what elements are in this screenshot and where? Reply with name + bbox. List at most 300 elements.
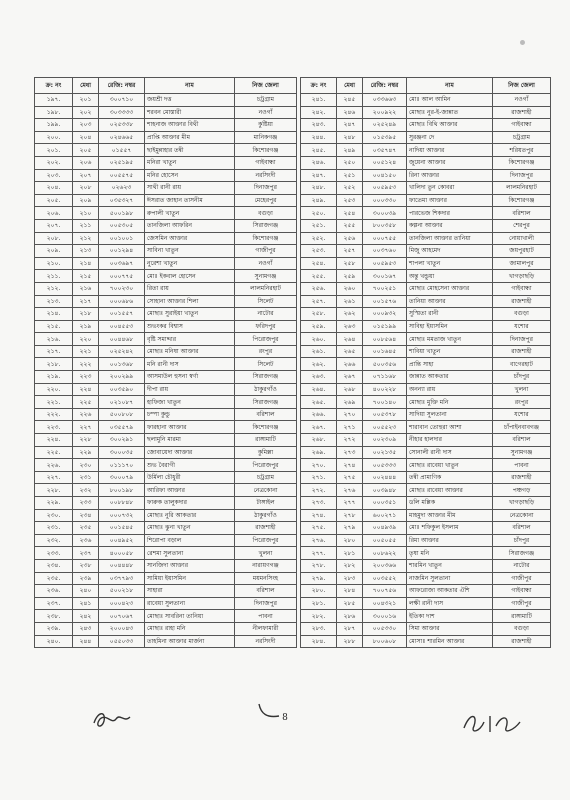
- cell-name: মোছাঃ নুরি আকতার: [145, 509, 235, 522]
- cell-district: চাঁপাইনবাবগঞ্জ: [493, 421, 551, 434]
- cell-reg-number: ০০৪৯৩৯: [363, 522, 407, 535]
- cell-name: দীপা রায়: [145, 383, 235, 396]
- cell-district: নরসিংদী: [235, 169, 297, 182]
- cell-serial: ২২৫.: [35, 446, 73, 459]
- cell-serial: ২৬৬.: [301, 408, 337, 421]
- cell-district: রাজশাহী: [493, 635, 551, 648]
- cell-district: রাজশাহী: [493, 345, 551, 358]
- cell-district: চাঁদপুর: [493, 534, 551, 547]
- cell-serial: ২৩২.: [35, 534, 73, 547]
- cell-merit: ২৮৩: [337, 572, 363, 585]
- cell-district: শেরপুর: [493, 219, 551, 232]
- cell-serial: ২০০.: [35, 131, 73, 144]
- cell-merit: ২৫৫: [337, 219, 363, 232]
- table-row: [35, 245, 297, 258]
- table-row: [301, 232, 551, 245]
- cell-name: মোছাঃ নুর-ই-জান্নাত: [407, 106, 493, 119]
- cell-merit: ২০১: [73, 94, 99, 107]
- cell-name: মিজু আহমেদ: [407, 245, 493, 258]
- cell-reg-number: ২০০৩৬৬: [363, 559, 407, 572]
- cell-name: আফরোজা আকতার ঐশি: [407, 585, 493, 598]
- table-row: [301, 219, 551, 232]
- cell-district: ঠাকুরগাঁও: [235, 383, 297, 396]
- cell-merit: ২৮১: [337, 547, 363, 560]
- cell-reg-number: ০১৫১৯৯: [363, 320, 407, 333]
- cell-reg-number: ০০৪৫৫৩: [99, 320, 145, 333]
- cell-name: রেশমা সুলতানা: [145, 547, 235, 560]
- col-name: নাম: [407, 78, 493, 94]
- cell-merit: ২০৯: [73, 194, 99, 207]
- cell-name: জুয়েনা আক্তার: [407, 156, 493, 169]
- cell-name: মোছাঃ সুরাইয়া খাতুন: [145, 308, 235, 321]
- cell-merit: ২৬২: [337, 308, 363, 321]
- cell-reg-number: ০০৩৫৫২: [363, 572, 407, 585]
- cell-merit: ২৬৪: [337, 333, 363, 346]
- cell-serial: ২২৬.: [35, 459, 73, 472]
- cell-name: শাপলা খাতুন: [407, 257, 493, 270]
- cell-reg-number: ০০০৭৭৫: [99, 270, 145, 283]
- table-row: [301, 207, 551, 220]
- cell-district: নওগাঁ: [235, 257, 297, 270]
- cell-merit: ২৭৩: [337, 446, 363, 459]
- cell-name: রিমা আক্তার: [407, 534, 493, 547]
- cell-serial: ২৪৫.: [301, 144, 337, 157]
- table-row: [301, 333, 551, 346]
- cell-name: তৃষা মনি: [407, 547, 493, 560]
- cell-reg-number: ৫০০২১৮: [99, 585, 145, 598]
- cell-merit: ২৩৩: [73, 497, 99, 510]
- cell-serial: ২৫১.: [301, 219, 337, 232]
- cell-district: নারায়ণগঞ্জ: [235, 559, 297, 572]
- table-row: [35, 534, 297, 547]
- cell-reg-number: ০০০৩৫১: [363, 497, 407, 510]
- table-row: [35, 207, 297, 220]
- cell-reg-number: ০০২৪৪৪: [363, 471, 407, 484]
- table-row: [35, 522, 297, 535]
- cell-merit: ২১৭: [73, 295, 99, 308]
- cell-merit: ২৬৫: [337, 345, 363, 358]
- cell-serial: ২৬৪.: [301, 383, 337, 396]
- table-row: [301, 169, 551, 182]
- cell-serial: ২৩০.: [35, 509, 73, 522]
- cell-merit: ২৭৫: [337, 471, 363, 484]
- cell-reg-number: ০০৪৩২১: [363, 597, 407, 610]
- cell-serial: ২৫৮.: [301, 308, 337, 321]
- table-row: [35, 182, 297, 195]
- cell-merit: ২৪৫: [337, 94, 363, 107]
- table-row: [35, 358, 297, 371]
- cell-name: মোঃ শফিকুল ইসলাম: [407, 522, 493, 535]
- signature-middle: [255, 700, 285, 722]
- cell-district: লালমনিরহাট: [235, 282, 297, 295]
- cell-merit: ২০২: [73, 106, 99, 119]
- table-row: [35, 219, 297, 232]
- cell-name: নুরেশা খাতুন: [145, 257, 235, 270]
- cell-serial: ২১৬.: [35, 333, 73, 346]
- cell-serial: ২৭৯.: [301, 572, 337, 585]
- cell-reg-number: ০৩৭৭৯৩: [99, 572, 145, 585]
- cell-merit: ২২৯: [73, 446, 99, 459]
- cell-merit: ২৫৮: [337, 257, 363, 270]
- table-row: [35, 308, 297, 321]
- cell-district: রংপুর: [493, 396, 551, 409]
- cell-district: কিশোরগঞ্জ: [235, 144, 297, 157]
- cell-reg-number: ০৩৫৭৪৭: [363, 144, 407, 157]
- cell-name: বৃষ্টি সমাদ্দার: [145, 333, 235, 346]
- cell-merit: ২০৭: [73, 169, 99, 182]
- cell-merit: ২০৫: [73, 144, 99, 157]
- cell-reg-number: ২০০২৯৯: [99, 371, 145, 384]
- table-row: [35, 106, 297, 119]
- cell-name: মোছাঃ মোহসেনা আক্তার: [407, 282, 493, 295]
- cell-serial: ২৬২.: [301, 358, 337, 371]
- table-row: [35, 446, 297, 459]
- cell-district: দিনাজপুর: [493, 169, 551, 182]
- cell-merit: ২৭৮: [337, 509, 363, 522]
- cell-district: মেহেরপুর: [235, 194, 297, 207]
- merit-table-left: [34, 77, 297, 648]
- cell-district: দিনাজপুর: [235, 182, 297, 195]
- cell-reg-number: ০০০৪২৩: [99, 597, 145, 610]
- cell-serial: ২৪৬.: [301, 156, 337, 169]
- cell-district: কিশোরগঞ্জ: [235, 421, 297, 434]
- cell-merit: ২০৩: [73, 119, 99, 132]
- cell-name: নীহার হালদার: [407, 434, 493, 447]
- table-row: [35, 559, 297, 572]
- cell-district: সিরাজগঞ্জ: [235, 219, 297, 232]
- cell-reg-number: ০০১৬৪৫: [363, 345, 407, 358]
- cell-merit: ২১৫: [73, 270, 99, 283]
- cell-name: ছলামুনি মারমা: [145, 434, 235, 447]
- cell-merit: ২৫১: [337, 169, 363, 182]
- cell-reg-number: ৭০০৭৫৬: [363, 585, 407, 598]
- cell-merit: ২৪১: [73, 597, 99, 610]
- cell-reg-number: ০২৫২৪২: [99, 345, 145, 358]
- cell-district: গাইবান্ধা: [493, 585, 551, 598]
- cell-district: সিরাজগঞ্জ: [235, 371, 297, 384]
- cell-serial: ২৮১.: [301, 597, 337, 610]
- cell-serial: ২৩৬.: [35, 585, 73, 598]
- table-row: [301, 522, 551, 535]
- cell-serial: ২১৪.: [35, 308, 73, 321]
- cell-merit: ২৫৪: [337, 207, 363, 220]
- cell-serial: ২০৮.: [35, 232, 73, 245]
- cell-serial: ২০১.: [35, 144, 73, 157]
- cell-name: জান্নাত আকতার: [407, 371, 493, 384]
- table-row: [301, 371, 551, 384]
- table-row: [35, 396, 297, 409]
- cell-reg-number: ০০৪৪৬৮: [99, 333, 145, 346]
- table-row: [301, 119, 551, 132]
- table-row: [301, 383, 551, 396]
- cell-serial: ২৩৫.: [35, 572, 73, 585]
- table-row: [301, 257, 551, 270]
- cell-merit: ২২৫: [73, 396, 99, 409]
- cell-name: শরবন মোস্তারী: [145, 106, 235, 119]
- cell-serial: ২৪৪.: [301, 131, 337, 144]
- cell-reg-number: ০০১৫৪৫: [99, 522, 145, 535]
- cell-serial: ২৪৮.: [301, 182, 337, 195]
- cell-merit: ২৮৬: [337, 610, 363, 623]
- cell-merit: ২৭১: [337, 421, 363, 434]
- table-row: [301, 156, 551, 169]
- cell-name: তানজিলা আক্তার তানিয়া: [407, 232, 493, 245]
- cell-name: ফারুক তালুকদার: [145, 497, 235, 510]
- cell-district: সুনামগঞ্জ: [493, 446, 551, 459]
- cell-reg-number: ০২৪৬৬৫: [99, 131, 145, 144]
- cell-name: সাদিয়া সুলতানা: [407, 408, 493, 421]
- table-row: [35, 282, 297, 295]
- cell-serial: ২০৪.: [35, 182, 73, 195]
- cell-name: ছাইমুন্নাহার তন্বী: [145, 144, 235, 157]
- cell-name: নাজমিন সুলতানা: [407, 572, 493, 585]
- cell-merit: ২১৮: [73, 308, 99, 321]
- cell-merit: ২৩১: [73, 471, 99, 484]
- cell-merit: ২৪৩: [73, 622, 99, 635]
- cell-district: পিরোজপুর: [235, 459, 297, 472]
- cell-reg-number: ৪০০২২৮: [363, 383, 407, 396]
- table-row: [301, 459, 551, 472]
- cell-merit: ২৬৬: [337, 358, 363, 371]
- cell-merit: ২৭৬: [337, 484, 363, 497]
- cell-reg-number: ২০০০৪৩: [99, 622, 145, 635]
- cell-serial: ২২৮.: [35, 484, 73, 497]
- cell-serial: ২৬৫.: [301, 396, 337, 409]
- cell-district: পাবনা: [493, 459, 551, 472]
- cell-serial: ২৪২.: [301, 106, 337, 119]
- cell-district: বরিশাল: [493, 434, 551, 447]
- cell-name: পারভেজ শিকদার: [407, 207, 493, 220]
- cell-district: ফরিদপুর: [235, 320, 297, 333]
- col-district: নিজ জেলা: [493, 78, 551, 94]
- cell-reg-number: ৫০০৮০৮: [99, 408, 145, 421]
- cell-merit: ২৩০: [73, 459, 99, 472]
- cell-serial: ২২১.: [35, 396, 73, 409]
- cell-district: গাজীপুর: [493, 597, 551, 610]
- cell-reg-number: ০১১১৭০: [99, 459, 145, 472]
- table-row: [301, 597, 551, 610]
- cell-reg-number: ০০২৩০৯: [363, 434, 407, 447]
- table-row: [301, 320, 551, 333]
- cell-merit: ২৫৩: [337, 194, 363, 207]
- cell-serial: ২১৮.: [35, 358, 73, 371]
- cell-district: নেত্রকোনা: [235, 484, 297, 497]
- cell-district: চট্রগ্রাম: [235, 94, 297, 107]
- cell-merit: ২২৪: [73, 383, 99, 396]
- table-row: [301, 396, 551, 409]
- table-row: [301, 484, 551, 497]
- cell-district: নীলফামারী: [235, 622, 297, 635]
- table-row: [35, 597, 297, 610]
- cell-merit: ২২৩: [73, 371, 99, 384]
- table-row: [301, 446, 551, 459]
- cell-merit: ২৪৯: [337, 144, 363, 157]
- cell-name: সাহারা: [145, 585, 235, 598]
- cell-district: রংপুর: [235, 345, 297, 358]
- cell-merit: ২১৬: [73, 282, 99, 295]
- cell-merit: ২৬৯: [337, 396, 363, 409]
- cell-district: নোয়াখালী: [493, 232, 551, 245]
- cell-name: সোহানা আক্তার শিলা: [145, 295, 235, 308]
- cell-district: রাঙ্গামাটি: [235, 434, 297, 447]
- cell-district: বগুড়া: [493, 308, 551, 321]
- table-row: [301, 572, 551, 585]
- cell-serial: ২৬০.: [301, 333, 337, 346]
- cell-merit: ২৮৭: [337, 622, 363, 635]
- table-row: [35, 345, 297, 358]
- cell-serial: ২২৯.: [35, 497, 73, 510]
- cell-name: মোছাঃ বিথি আক্তার: [407, 119, 493, 132]
- table-row: [301, 610, 551, 623]
- cell-serial: ২২২.: [35, 408, 73, 421]
- table-row: [35, 434, 297, 447]
- cell-name: নাদিয়া আক্তার: [407, 144, 493, 157]
- cell-serial: ২৪৭.: [301, 169, 337, 182]
- cell-district: ঠাকুরগাঁও: [235, 509, 297, 522]
- cell-district: নাটোর: [493, 559, 551, 572]
- table-row: [35, 194, 297, 207]
- cell-merit: ২৬১: [337, 295, 363, 308]
- cell-reg-number: ০০৩৫৯০: [99, 383, 145, 396]
- cell-reg-number: ৪০০০৫৮: [99, 547, 145, 560]
- cell-name: সানজিদা আক্তার: [145, 559, 235, 572]
- cell-district: নরসিংদী: [235, 635, 297, 648]
- cell-name: সাথী রানী রায়: [145, 182, 235, 195]
- cell-name: ইতিকা দাশ: [407, 610, 493, 623]
- cell-reg-number: ০০৪৯৫২: [99, 534, 145, 547]
- cell-reg-number: ০০৩৯৪৮: [363, 484, 407, 497]
- cell-reg-number: ০০৮৫৬৪: [363, 333, 407, 346]
- cell-serial: ২১২.: [35, 282, 73, 295]
- cell-merit: ২৬০: [337, 282, 363, 295]
- cell-merit: ২৭০: [337, 408, 363, 421]
- cell-reg-number: ০১৫৫৭: [99, 144, 145, 157]
- cell-reg-number: ০০০৭৫৫: [363, 232, 407, 245]
- cell-district: সিলেট: [235, 358, 297, 371]
- cell-merit: ২৬৭: [337, 371, 363, 384]
- cell-serial: ২৩৪.: [35, 559, 73, 572]
- cell-serial: ২৬৮.: [301, 434, 337, 447]
- cell-district: রাজশাহী: [493, 295, 551, 308]
- cell-district: নওগাঁ: [493, 94, 551, 107]
- cell-serial: ২১৫.: [35, 320, 73, 333]
- cell-serial: ২৩১.: [35, 522, 73, 535]
- cell-merit: ২৫০: [337, 156, 363, 169]
- cell-name: মাহমুদা আক্তার মীম: [407, 509, 493, 522]
- cell-district: ময়মনসিংহ: [235, 572, 297, 585]
- table-row: [301, 144, 551, 157]
- cell-name: মোঃ আল আমিন: [407, 94, 493, 107]
- cell-name: জেসমিন আক্তার: [145, 232, 235, 245]
- cell-district: বরিশাল: [493, 207, 551, 220]
- cell-serial: ২৫৬.: [301, 282, 337, 295]
- cell-district: কুমিল্লা: [235, 446, 297, 459]
- cell-serial: ২২৩.: [35, 421, 73, 434]
- cell-reg-number: ০০৫০৫৫: [363, 534, 407, 547]
- cell-merit: ২৭২: [337, 434, 363, 447]
- cell-serial: ২০৬.: [35, 207, 73, 220]
- col-reg-number: রেজি: নম্বর: [99, 78, 145, 94]
- cell-name: হাফিজা খাতুন: [145, 396, 235, 409]
- table-row: [301, 471, 551, 484]
- cell-merit: ২২০: [73, 333, 99, 346]
- table-row: [301, 94, 551, 107]
- signature-right: [460, 708, 530, 738]
- cell-merit: ২১৪: [73, 257, 99, 270]
- cell-serial: ২০২.: [35, 156, 73, 169]
- cell-district: নেত্রকোনা: [493, 509, 551, 522]
- cell-reg-number: ৮০০১৯৮: [99, 484, 145, 497]
- cell-serial: ২১৯.: [35, 371, 73, 384]
- cell-district: যশোর: [493, 320, 551, 333]
- cell-serial: ১৯৭.: [35, 94, 73, 107]
- table-row: [35, 497, 297, 510]
- cell-reg-number: ৭০০২৩০: [99, 282, 145, 295]
- cell-serial: ২২০.: [35, 383, 73, 396]
- cell-name: চম্পা কুন্ডু: [145, 408, 235, 421]
- cell-reg-number: ০০৮৮৪৮: [99, 497, 145, 510]
- cell-serial: ২৬৭.: [301, 421, 337, 434]
- cell-district: জামালপুর: [493, 257, 551, 270]
- cell-name: তানিয়া আক্তার: [407, 295, 493, 308]
- cell-name: আরিফা আক্তার: [145, 484, 235, 497]
- cell-district: দিনাজপুর: [493, 333, 551, 346]
- cell-merit: ২২৮: [73, 434, 99, 447]
- cell-reg-number: ২০০৯২২: [363, 106, 407, 119]
- cell-serial: ২৬১.: [301, 345, 337, 358]
- table-row: [301, 635, 551, 648]
- cell-name: মোছাঃ ঝুনা খাতুন: [145, 522, 235, 535]
- cell-name: প্রান্তি সাহা: [407, 358, 493, 371]
- cell-merit: ২০৪: [73, 131, 99, 144]
- cell-serial: ১৯৯.: [35, 119, 73, 132]
- cell-district: নাটোর: [235, 308, 297, 321]
- cell-district: কিশোরগঞ্জ: [235, 232, 297, 245]
- cell-merit: ২৮৮: [337, 635, 363, 648]
- cell-name: আসমাউল হুসনা স্বর্ণা: [145, 371, 235, 384]
- cell-district: পিরোজপুর: [235, 534, 297, 547]
- cell-reg-number: ০০৫৫২৩: [363, 421, 407, 434]
- table-row: [35, 119, 297, 132]
- cell-merit: ২৫৯: [337, 270, 363, 283]
- cell-district: চাঁদপুর: [493, 371, 551, 384]
- cell-district: চট্রগ্রাম: [493, 131, 551, 144]
- cell-reg-number: ০০১৫৫৭: [99, 308, 145, 321]
- cell-district: সিরাজগঞ্জ: [235, 396, 297, 409]
- cell-reg-number: ৩০০২৯১: [99, 434, 145, 447]
- cell-reg-number: ০০০৬৮৬: [99, 295, 145, 308]
- cell-district: বগুড়া: [493, 622, 551, 635]
- cell-name: তন্বী প্রামাণিক: [407, 471, 493, 484]
- cell-serial: ২৬৯.: [301, 446, 337, 459]
- cell-serial: ২৭৫.: [301, 522, 337, 535]
- table-row: [301, 497, 551, 510]
- cell-reg-number: ০০২১৩৫: [363, 446, 407, 459]
- cell-name: রুপালী খাতুন: [145, 207, 235, 220]
- cell-reg-number: ৩০০৭১০: [99, 94, 145, 107]
- cell-district: শরিয়তপুর: [493, 144, 551, 157]
- cell-reg-number: ০০৫৩৩৩: [363, 459, 407, 472]
- table-row: [301, 509, 551, 522]
- cell-name: রিতা রায়: [145, 282, 235, 295]
- cell-name: সাবিনা খাতুন: [145, 245, 235, 258]
- cell-reg-number: ০০১০০১: [99, 232, 145, 245]
- cell-name: রিনা আক্তার: [407, 169, 493, 182]
- cell-serial: ২৫৩.: [301, 245, 337, 258]
- cell-reg-number: ০০৫৯৫৩: [363, 182, 407, 195]
- table-row: [35, 408, 297, 421]
- table-row: [35, 156, 297, 169]
